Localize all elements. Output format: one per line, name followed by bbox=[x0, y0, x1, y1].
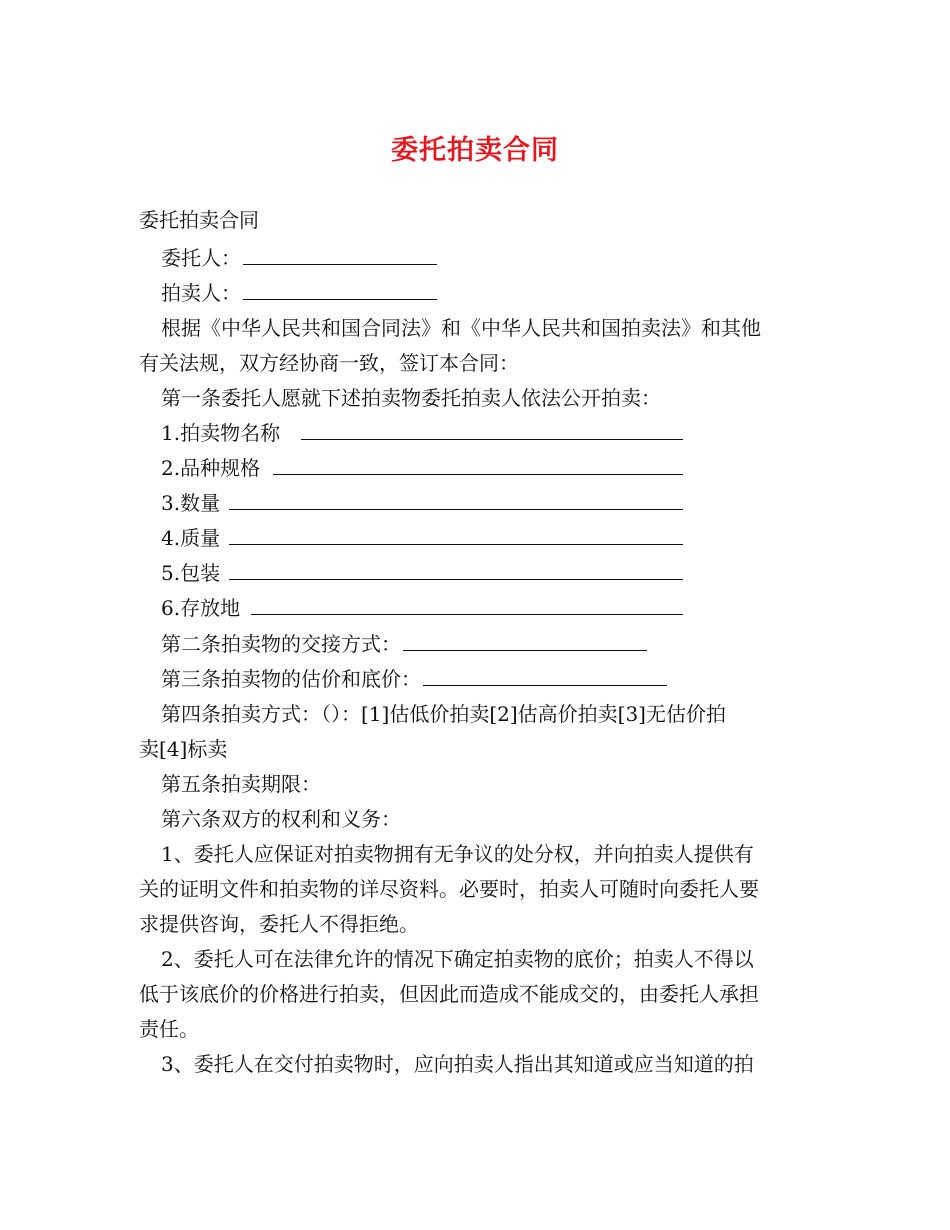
item-line bbox=[161, 596, 683, 620]
article-3-label: 第三条拍卖物的估价和底价： bbox=[161, 667, 421, 691]
clause-3-line-1: 3、委托人在交付拍卖物时，应向拍卖人指出其知道或应当知道的拍 bbox=[161, 1052, 754, 1076]
clause-1-line-2: 关的证明文件和拍卖物的详尽资料。必要时，拍卖人可随时向委托人要 bbox=[139, 877, 759, 901]
clause-2-line-3: 责任。 bbox=[139, 1017, 199, 1041]
article-6: 第六条双方的权利和义务： bbox=[161, 807, 401, 831]
article-2-label: 第二条拍卖物的交接方式： bbox=[161, 632, 401, 656]
item-label: 4.质量 bbox=[161, 526, 221, 550]
item-label: 2.品种规格 bbox=[161, 456, 261, 480]
item-blank bbox=[229, 526, 683, 545]
clause-2-line-1: 2、委托人可在法律允许的情况下确定拍卖物的底价；拍卖人不得以 bbox=[161, 947, 754, 971]
consignor-blank bbox=[243, 246, 437, 265]
heading-line: 委托拍卖合同 bbox=[139, 208, 259, 232]
item-blank bbox=[273, 456, 683, 475]
preamble-line-1: 根据《中华人民共和国合同法》和《中华人民共和国拍卖法》和其他 bbox=[161, 316, 761, 340]
item-blank bbox=[229, 561, 683, 580]
clause-2-line-2: 低于该底价的价格进行拍卖，但因此而造成不能成交的，由委托人承担 bbox=[139, 982, 759, 1006]
article-4-line-2: 卖[4]标卖 bbox=[139, 737, 228, 761]
item-line bbox=[161, 561, 683, 585]
auctioneer-label: 拍卖人： bbox=[161, 281, 241, 305]
article-3 bbox=[161, 667, 667, 691]
article-2-blank bbox=[403, 632, 647, 651]
preamble-line-2: 有关法规，双方经协商一致，签订本合同： bbox=[139, 351, 519, 375]
item-line bbox=[161, 491, 683, 515]
auctioneer-field bbox=[161, 281, 437, 305]
article-4-line-1: 第四条拍卖方式：（）：[1]估低价拍卖[2]估高价拍卖[3]无估价拍 bbox=[161, 702, 726, 726]
item-blank bbox=[301, 421, 683, 440]
item-label: 6.存放地 bbox=[161, 596, 241, 620]
item-label: 1.拍卖物名称 bbox=[161, 421, 281, 445]
item-label: 3.数量 bbox=[161, 491, 221, 515]
item-label: 5.包装 bbox=[161, 561, 221, 585]
article-5: 第五条拍卖期限： bbox=[161, 772, 321, 796]
clause-1-line-3: 求提供咨询，委托人不得拒绝。 bbox=[139, 912, 419, 936]
item-blank bbox=[229, 491, 683, 510]
consignor-field bbox=[161, 246, 437, 270]
item-line bbox=[161, 421, 683, 445]
article-2 bbox=[161, 632, 647, 656]
auctioneer-blank bbox=[243, 281, 437, 300]
document-title: 委托拍卖合同 bbox=[391, 135, 559, 166]
item-line bbox=[161, 456, 683, 480]
article-1: 第一条委托人愿就下述拍卖物委托拍卖人依法公开拍卖： bbox=[161, 386, 661, 410]
item-blank bbox=[251, 596, 683, 615]
item-line bbox=[161, 526, 683, 550]
article-3-blank bbox=[423, 667, 667, 686]
clause-1-line-1: 1、委托人应保证对拍卖物拥有无争议的处分权，并向拍卖人提供有 bbox=[161, 842, 754, 866]
consignor-label: 委托人： bbox=[161, 246, 241, 270]
